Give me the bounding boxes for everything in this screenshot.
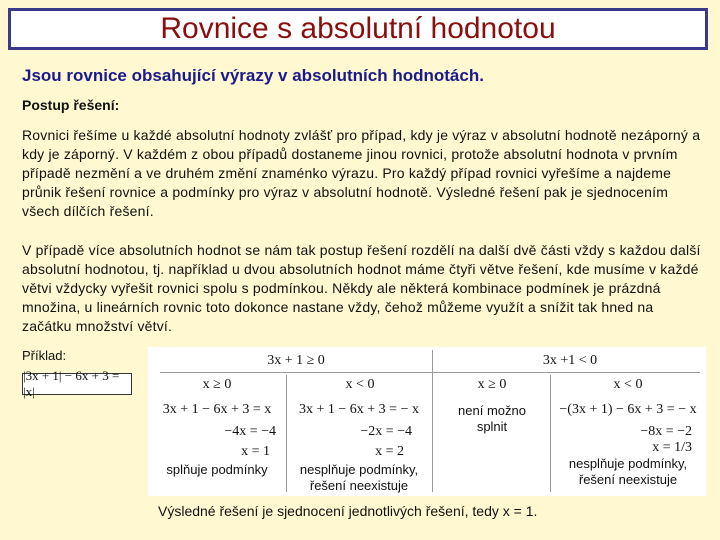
branch-4-step: −8x = −2 bbox=[640, 424, 692, 439]
paragraph-1: Rovnici řešíme u každé absolutní hodnoty zvlášť pro případ, kdy je výraz v absolutní hodnotě nezáporný a kdy je záporný. V každém z obou případů dostaneme jinou rovnici, protože absolutní hodnota v prvním případě nezmění a ve druhém změní znaménko výrazu. Pro každý případ rovnici vyřešíme a najdeme průnik řešení rovnice a podmínky pro výraz v absolutní hodnotě. Výsledné řešení pak je sjednocením všech dílčích řešení. bbox=[22, 127, 701, 219]
example-equation: |3x + 1| − 6x + 3 = |x| bbox=[22, 373, 132, 395]
section-label: Postup řešení: bbox=[22, 97, 120, 113]
page-title: Rovnice s absolutní hodnotou bbox=[160, 12, 556, 45]
case-4: x < 0 bbox=[613, 377, 643, 392]
result-text: Výsledné řešení je sjednocení jednotlivých řešení, tedy x = 1. bbox=[158, 503, 538, 519]
header-left: 3x + 1 ≥ 0 bbox=[267, 353, 325, 368]
branch-2 bbox=[288, 402, 430, 494]
branch-3 bbox=[434, 403, 550, 435]
branch-4-verdict: nesplňuje podmínky, bbox=[568, 456, 688, 471]
subtitle: Jsou rovnice obsahující výrazy v absolutních hodnotách. bbox=[22, 66, 484, 85]
branch-4-solution: x = 1/3 bbox=[652, 440, 692, 455]
table-vertical-divider-main bbox=[432, 350, 433, 492]
case-3: x ≥ 0 bbox=[477, 377, 507, 392]
example-label: Příklad: bbox=[22, 348, 67, 363]
branch-3-note: splnit bbox=[476, 419, 508, 434]
case-1: x ≥ 0 bbox=[202, 377, 232, 392]
branch-2-step: −2x = −4 bbox=[360, 424, 412, 439]
title-box bbox=[8, 8, 708, 50]
branch-2-solution: x = 2 bbox=[375, 444, 404, 459]
branch-4-note: řešení neexistuje bbox=[578, 472, 678, 487]
table-horizontal-divider bbox=[160, 372, 700, 373]
branch-2-note: řešení neexistuje bbox=[309, 478, 409, 493]
table-vertical-divider-right bbox=[550, 375, 551, 492]
branch-2-eq: 3x + 1 − 6x + 3 = − x bbox=[299, 402, 419, 417]
case-2: x < 0 bbox=[345, 377, 375, 392]
table-vertical-divider-left bbox=[286, 375, 287, 492]
paragraph-2: V případě více absolutních hodnot se nám tak postup řešení rozdělí na další dvě části vždy s každou další absolutní hodnotou, tj. například u dvou absolutních hodnot máme čtyři větve řešení, kde musíme v každé větvi vždycky vyřešit rovnici spolu s podmínkou. Někdy ale některá kombinace podmínek je prázdná množina, u lineárních rovnic toto dokonce nastane vždy, čehož můžeme využít a snížit tak hned na začátku množství větví. bbox=[22, 242, 701, 334]
branch-3-verdict: není možno bbox=[458, 403, 526, 418]
branch-1-solution: x = 1 bbox=[241, 444, 270, 459]
branch-1-eq: 3x + 1 − 6x + 3 = x bbox=[162, 402, 272, 417]
branch-1-step: −4x = −4 bbox=[224, 424, 276, 439]
branch-1-verdict: splňuje podmínky bbox=[166, 462, 268, 477]
branch-4-eq: −(3x + 1) − 6x + 3 = − x bbox=[559, 402, 697, 417]
branch-2-verdict: nesplňuje podmínky, bbox=[299, 462, 419, 477]
header-right: 3x +1 < 0 bbox=[542, 353, 598, 368]
branch-4 bbox=[552, 402, 704, 488]
branch-1 bbox=[150, 402, 284, 478]
